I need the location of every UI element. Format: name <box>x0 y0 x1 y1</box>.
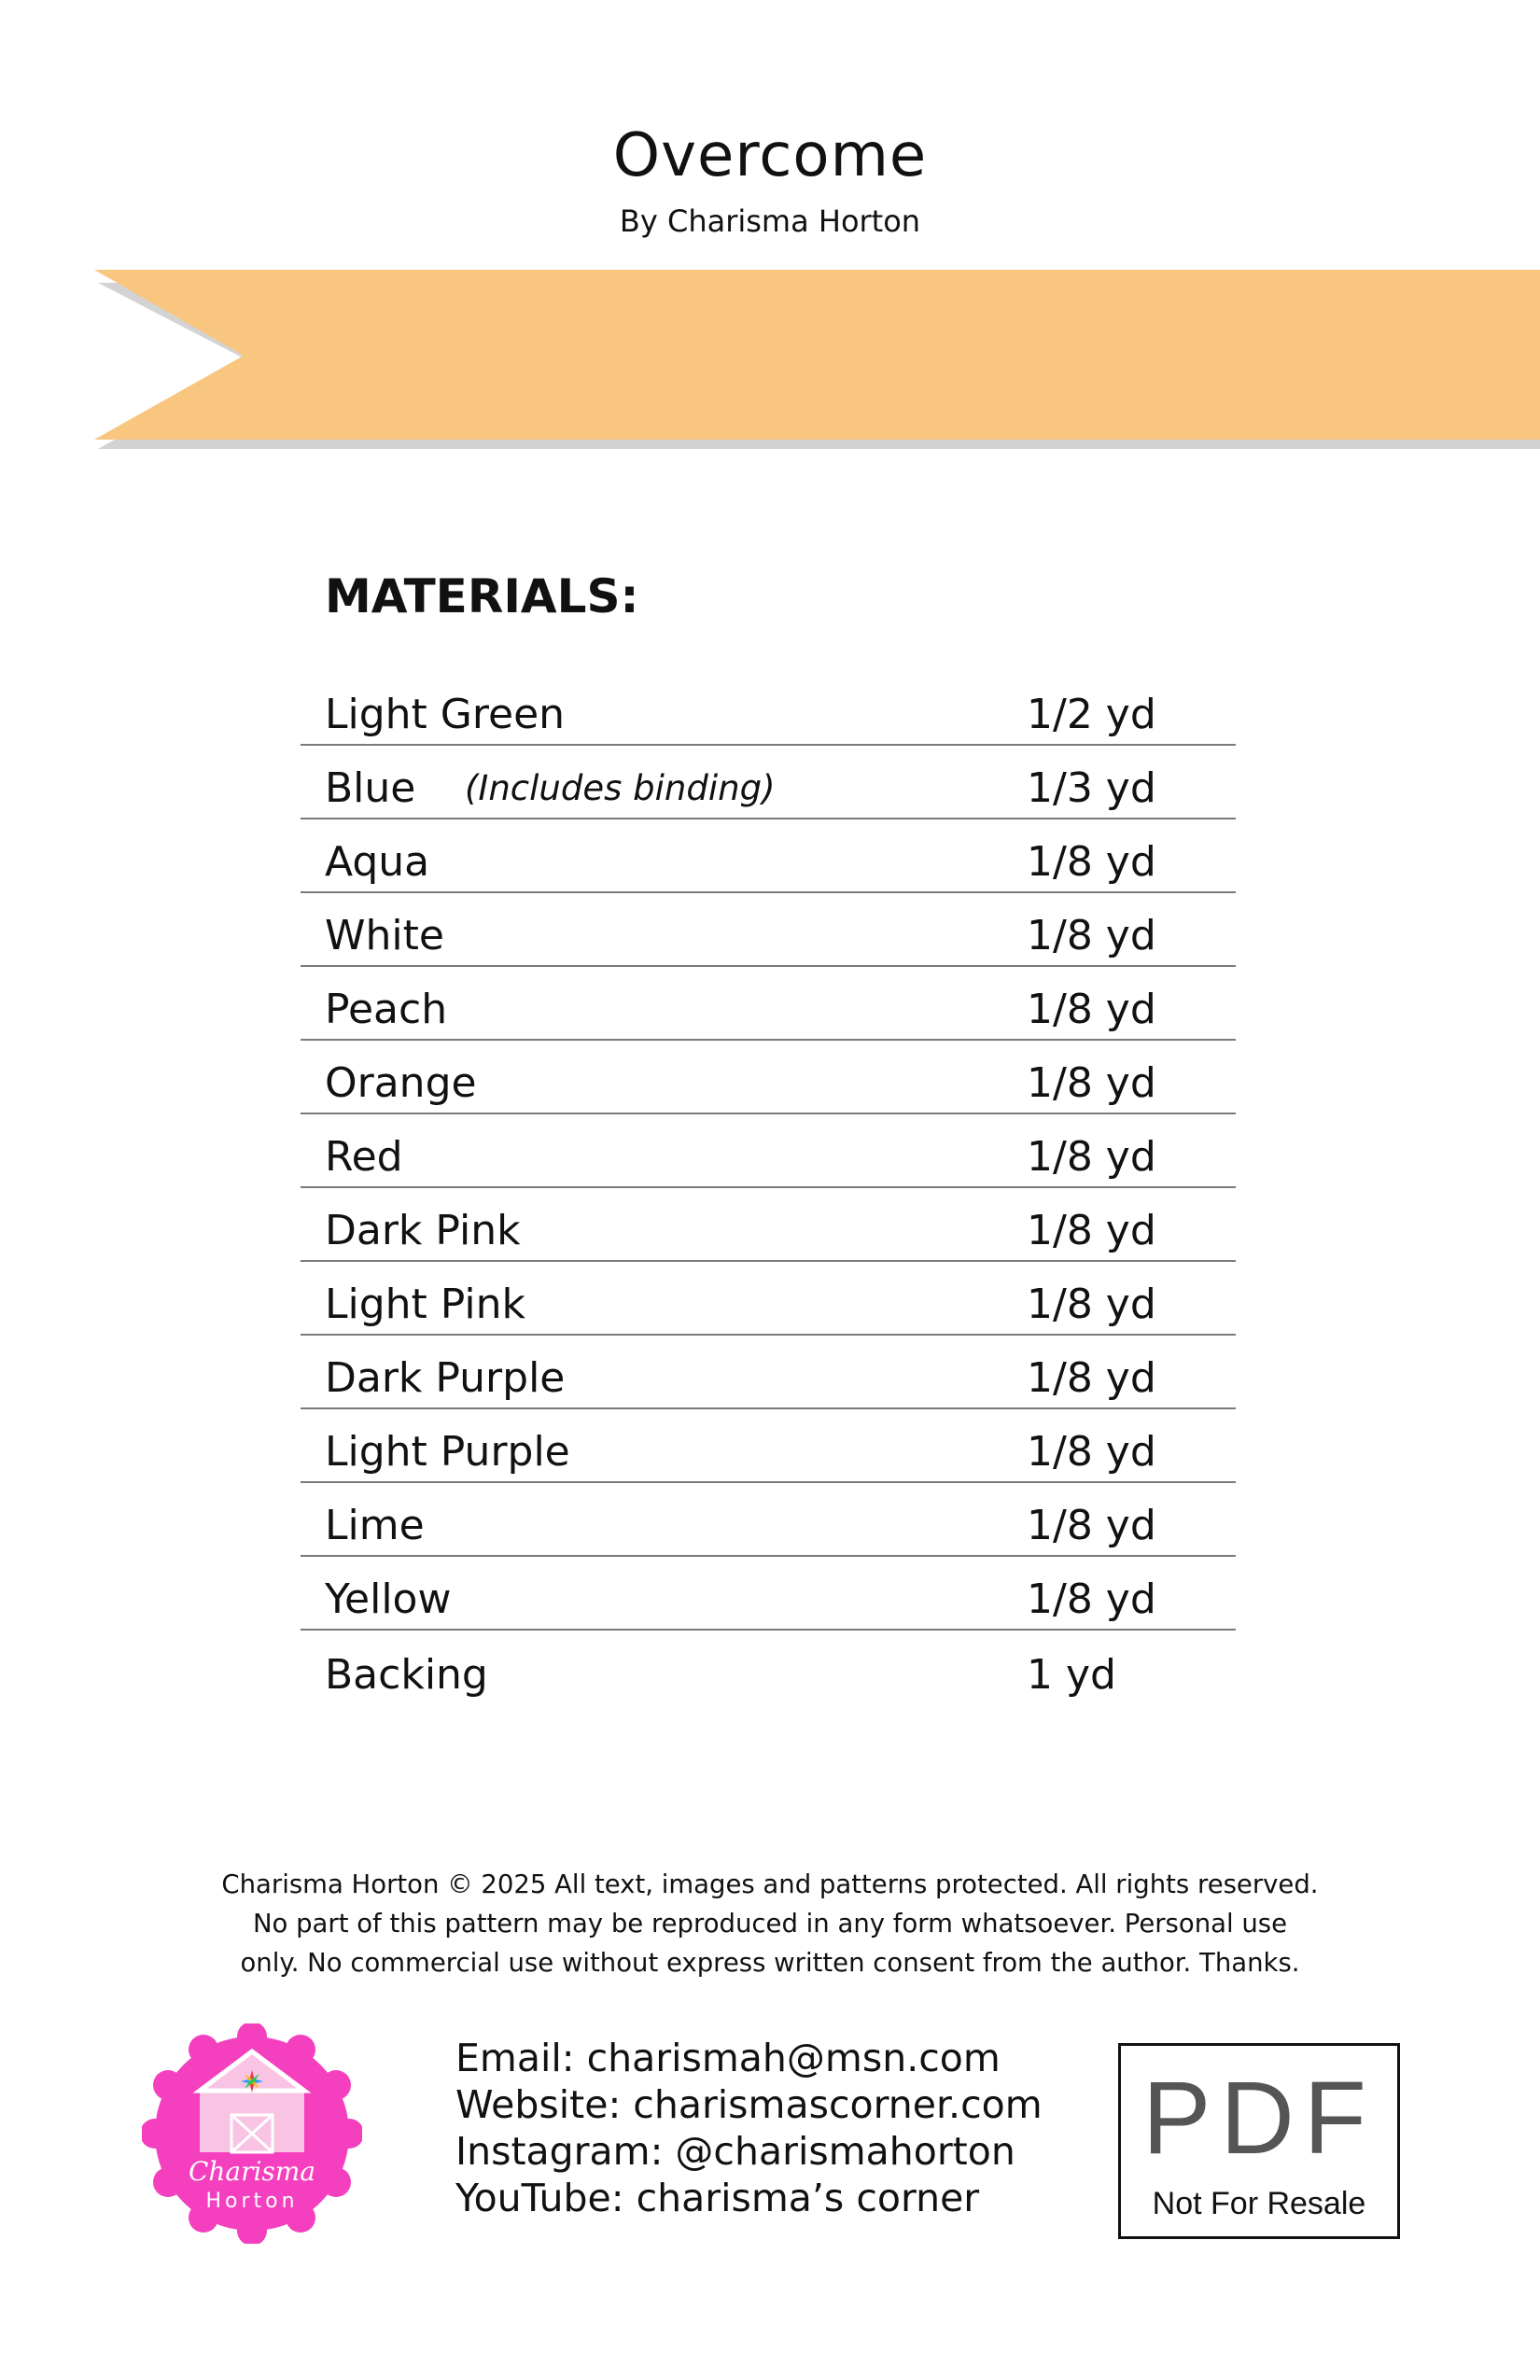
material-note: (Includes binding) <box>465 768 776 808</box>
copyright-line: Charisma Horton © 2025 All text, images and patterns protected. All rights reserved. <box>221 1869 1319 1899</box>
material-name: Yellow <box>325 1575 452 1623</box>
banner-ribbon <box>94 270 1540 440</box>
materials-row <box>301 672 1236 746</box>
contact-info <box>455 2035 1043 2221</box>
material-name: Light Pink <box>325 1281 525 1328</box>
contact-email: Email: charismah@msn.com <box>455 2036 1001 2080</box>
pattern-byline: By Charisma Horton <box>619 203 921 239</box>
material-name: Backing <box>325 1651 488 1699</box>
materials-row <box>301 1188 1236 1262</box>
material-amount: 1/8 yd <box>1027 1502 1156 1549</box>
material-amount: 1/8 yd <box>1027 912 1156 959</box>
material-name: Light Purple <box>325 1428 570 1476</box>
material-name: Lime <box>325 1502 425 1549</box>
material-name: Orange <box>325 1059 477 1107</box>
copyright-notice <box>0 1865 1540 1982</box>
material-amount: 1/8 yd <box>1027 1133 1156 1181</box>
materials-row <box>301 1557 1236 1631</box>
materials-row <box>301 1041 1236 1114</box>
copyright-line: No part of this pattern may be reproduced in any form whatsoever. Personal use <box>252 1909 1288 1939</box>
contact-website: Website: charismascorner.com <box>455 2082 1043 2127</box>
charisma-horton-logo <box>142 2023 362 2244</box>
material-amount: 1/8 yd <box>1027 838 1156 886</box>
materials-row <box>301 746 1236 819</box>
materials-row <box>301 967 1236 1041</box>
not-for-resale-label: Not For Resale <box>1152 2186 1366 2221</box>
material-name: Peach <box>325 986 448 1033</box>
materials-heading: MATERIALS: <box>325 569 639 623</box>
contact-instagram: Instagram: @charismahorton <box>455 2129 1015 2174</box>
material-name: Light Green <box>325 691 566 738</box>
material-name: Aqua <box>325 838 430 886</box>
materials-list <box>301 672 1236 1704</box>
materials-row <box>301 1262 1236 1336</box>
material-name: Dark Purple <box>325 1354 566 1402</box>
material-name: Red <box>325 1133 403 1181</box>
material-amount: 1/8 yd <box>1027 1428 1156 1476</box>
materials-row <box>301 819 1236 893</box>
materials-row <box>301 1483 1236 1557</box>
material-name: White <box>325 912 444 959</box>
contact-youtube: YouTube: charisma’s corner <box>455 2176 980 2220</box>
material-amount: 1/8 yd <box>1027 1281 1156 1328</box>
materials-row <box>301 1114 1236 1188</box>
material-amount: 1/8 yd <box>1027 1207 1156 1254</box>
pdf-not-for-resale-stamp <box>1118 2043 1400 2239</box>
material-name: Blue <box>325 764 416 812</box>
material-amount: 1/3 yd <box>1027 764 1156 812</box>
materials-row <box>301 1409 1236 1483</box>
material-name: Dark Pink <box>325 1207 521 1254</box>
material-amount: 1/8 yd <box>1027 1059 1156 1107</box>
material-amount: 1 yd <box>1027 1651 1116 1699</box>
logo-text-charisma: Charisma <box>188 2156 316 2187</box>
pattern-title: Overcome <box>612 121 928 190</box>
materials-row <box>301 1336 1236 1409</box>
material-amount: 1/8 yd <box>1027 1354 1156 1402</box>
materials-row <box>301 893 1236 967</box>
header-banner <box>89 266 1540 453</box>
materials-row <box>301 1631 1236 1704</box>
material-amount: 1/2 yd <box>1027 691 1156 738</box>
material-amount: 1/8 yd <box>1027 986 1156 1033</box>
logo-text-horton: Horton <box>205 2190 299 2213</box>
material-amount: 1/8 yd <box>1027 1575 1156 1623</box>
copyright-line: only. No commercial use without express written consent from the author. Thanks. <box>240 1948 1300 1978</box>
pdf-label: PDF <box>1142 2061 1376 2176</box>
